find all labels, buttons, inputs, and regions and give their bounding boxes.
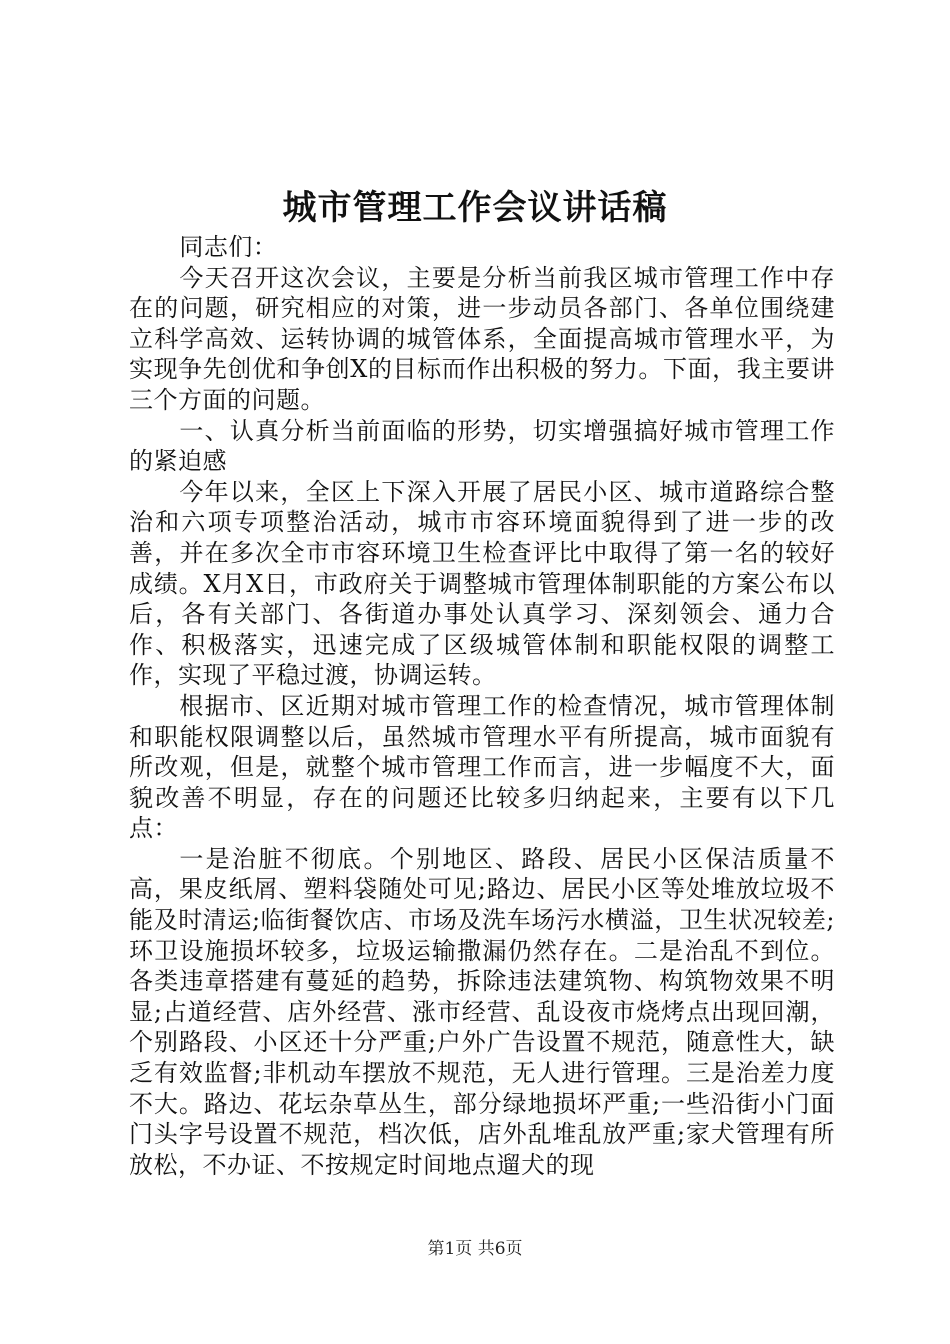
- body-paragraph: 根据市、区近期对城市管理工作的检查情况，城市管理体制和职能权限调整以后，虽然城市管理水平有所提高，城市面貌有所改观，但是，就整个城市管理工作而言，进一步幅度不大，面貌改善不明显，存在的问题还比较多归纳起来，主要有以下几点：: [129, 691, 835, 843]
- page-footer: 第1页 共6页: [427, 1239, 523, 1259]
- body-paragraph: 今年以来，全区上下深入开展了居民小区、城市道路综合整治和六项专项整治活动，城市市容环境面貌得到了进一步的改善，并在多次全市市容环境卫生检查评比中取得了第一名的较好成绩。X月X日，市政府关于调整城市管理体制职能的方案公布以后，各有关部门、各街道办事处认真学习、深刻领会、通力合作、积极落实，迅速完成了区级城管体制和职能权限的调整工作，实现了平稳过渡，协调运转。: [129, 477, 835, 690]
- intro-paragraph: 今天召开这次会议，主要是分析当前我区城市管理工作中存在的问题，研究相应的对策，进一步动员各部门、各单位围绕建立科学高效、运转协调的城管体系，全面提高城市管理水平，为实现争先创优和争创X的目标而作出积极的努力。下面，我主要讲三个方面的问题。: [129, 263, 835, 414]
- salutation-paragraph: 同志们：: [179, 233, 278, 261]
- section-heading-1: 一、认真分析当前面临的形势，切实增强搞好城市管理工作的紧迫感: [129, 416, 835, 476]
- document-title: 城市管理工作会议讲话稿: [282, 188, 668, 228]
- body-paragraph: 一是治脏不彻底。个别地区、路段、居民小区保洁质量不高，果皮纸屑、塑料袋随处可见;路边、居民小区等处堆放垃圾不能及时清运;临街餐饮店、市场及洗车场污水横溢，卫生状况较差;环卫设施损坏较多，垃圾运输撒漏仍然存在。二是治乱不到位。各类违章搭建有蔓延的趋势，拆除违法建筑物、构筑物效果不明显;占道经营、店外经营、涨市经营、乱设夜市烧烤点出现回潮，个别路段、小区还十分严重;户外广告设置不规范，随意性大，缺乏有效监督;非机动车摆放不规范，无人进行管理。三是治差力度不大。路边、花坛杂草丛生，部分绿地损坏严重;一些沿街小门面门头字号设置不规范，档次低，店外乱堆乱放严重;家犬管理有所放松，不办证、不按规定时间地点遛犬的现: [129, 844, 835, 1179]
- document-body: [129, 232, 835, 1180]
